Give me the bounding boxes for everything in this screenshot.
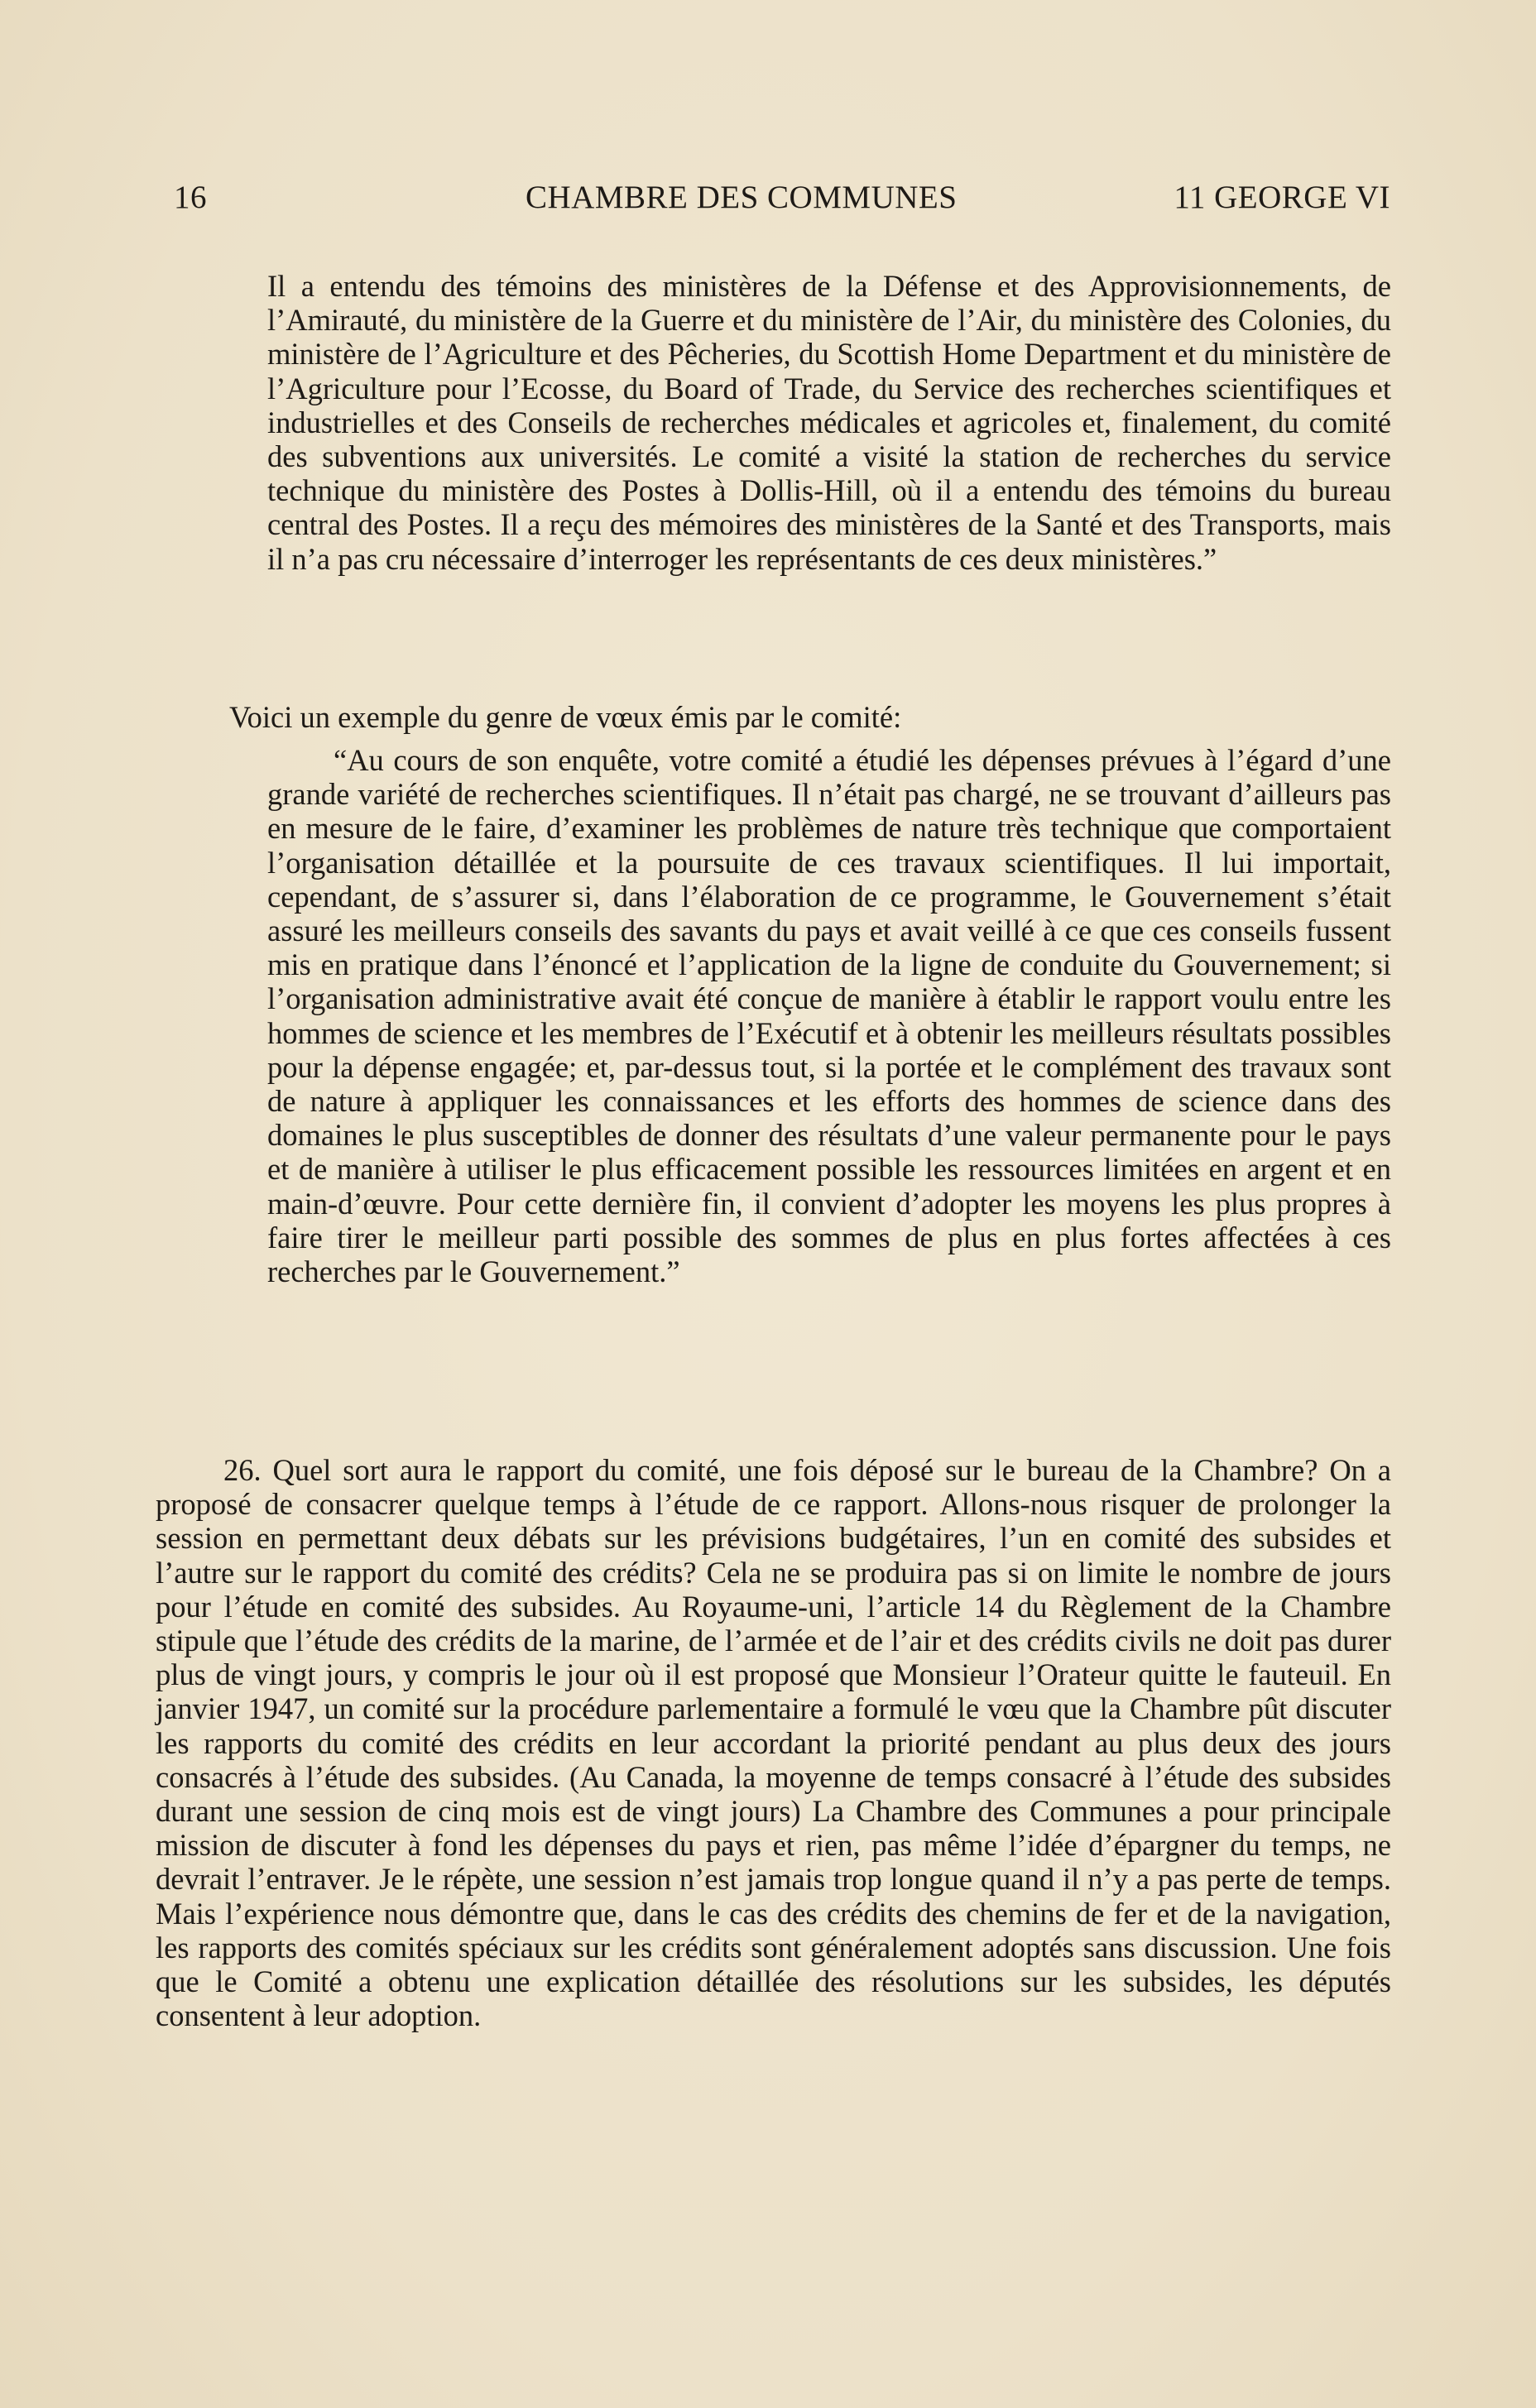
paragraph-26 bbox=[156, 1453, 1391, 2032]
paragraph-26-text: 26. Quel sort aura le rapport du comité, une fois déposé sur le bureau de la Chambre? On a proposé de consacrer quelque temps à l’étude de ce rapport. Allons-nous risquer de prolonger la session en permettant deux débats sur les prévisions budgétaires, l’un en comité des subsides et l’autre sur le rapport du comité des crédits? Cela ne se produira pas si on limite le nombre de jours pour l’étude en comité des subsides. Au Royaume-uni, l’article 14 du Règlement de la Chambre stipule que l’étude des crédits de la marine, de l’armée et de l’air et des crédits civils ne doit pas durer plus de vingt jours, y compris le jour où il est proposé que Monsieur l’Orateur quitte le fauteuil. En janvier 1947, un comité sur la procédure parlementaire a formulé le vœu que la Chambre pût discuter les rapports du comité des crédits en leur accordant la priorité pendant au plus deux des jours consacrés à l’étude des subsides. (Au Canada, la moyenne de temps consacré à l’étude des subsides durant une session de cinq mois est de vingt jours) La Chambre des Communes a pour principale mission de discuter à fond les dépenses du pays et rien, pas même l’idée d’épargner du temps, ne devrait l’entraver. Je le répète, une session n’est jamais trop longue quand il n’y a pas perte de temps. Mais l’expérience nous démontre que, dans le cas des crédits des chemins de fer et de la navigation, les rapports des comités spéciaux sur les crédits sont généralement adoptés sans discussion. Une fois que le Comité a obtenu une explication détaillée des résolutions sur les subsides, les députés consentent à leur adoption. bbox=[156, 1453, 1391, 2033]
page-number: 16 bbox=[174, 180, 207, 215]
intro-sentence bbox=[229, 700, 1305, 734]
regnal-year: 11 GEORGE VI bbox=[1174, 180, 1390, 215]
quoted-paragraph-committee-wishes bbox=[267, 743, 1391, 1288]
intro-text: Voici un exemple du genre de vœux émis par le comité: bbox=[229, 700, 902, 734]
quote-2-text: “Au cours de son enquête, votre comité a étudié les dépenses prévues à l’égard d’une grande variété de recherches scientifiques. Il n’était pas chargé, ne se trouvant d’ailleurs pas en mesure de le faire, d’examiner les problèmes de nature très technique que comportaient l’organisation détaillée et la poursuite de ces travaux scientifiques. Il lui importait, cependant, de s’assurer si, dans l’élaboration de ce programme, le Gouvernement s’était assuré les meilleurs conseils des savants du pays et avait veillé à ce que ces conseils fussent mis en pratique dans l’énoncé et l’application de la ligne de conduite du Gouvernement; si l’organisation administrative avait été conçue de manière à établir le rapport voulu entre les hommes de science et les membres de l’Exécutif et à obtenir les meilleurs résultats possibles pour la dépense engagée; et, par-dessus tout, si la portée et le complément des travaux sont de nature à appliquer les connaissances et les efforts des hommes de science dans des domaines le plus susceptibles de donner des résultats d’une valeur permanente pour le pays et de manière à utiliser le plus efficacement possible les ressources limitées en argent et en main-d’œuvre. Pour cette dernière fin, il convient d’adopter les moyens les plus propres à faire tirer le meilleur parti possible des sommes de plus en plus fortes affectées à ces recherches par le Gouvernement.” bbox=[267, 743, 1391, 1289]
quote-1-text: Il a entendu des témoins des ministères de la Défense et des Approvisionnements, de l’Amirauté, du ministère de la Guerre et du ministère de l’Air, du ministère des Colonies, du ministère de l’Agriculture et des Pêcheries, du Scottish Home Department et du ministère de l’Agriculture pour l’Ecosse, du Board of Trade, du Service des recherches scientifiques et industrielles et des Conseils de recherches médicales et agricoles et, finalement, du comité des subventions aux universités. Le comité a visité la station de recherches du service technique du ministère des Postes à Dollis-Hill, où il a entendu des témoins du bureau central des Postes. Il a reçu des mémoires des ministères de la Santé et des Transports, mais il n’a pas cru nécessaire d’interroger les représentants de ces deux ministères.” bbox=[267, 269, 1391, 576]
running-header bbox=[174, 179, 1390, 222]
running-title: CHAMBRE DES COMMUNES bbox=[526, 180, 958, 215]
quoted-paragraph-witnesses bbox=[267, 269, 1391, 576]
